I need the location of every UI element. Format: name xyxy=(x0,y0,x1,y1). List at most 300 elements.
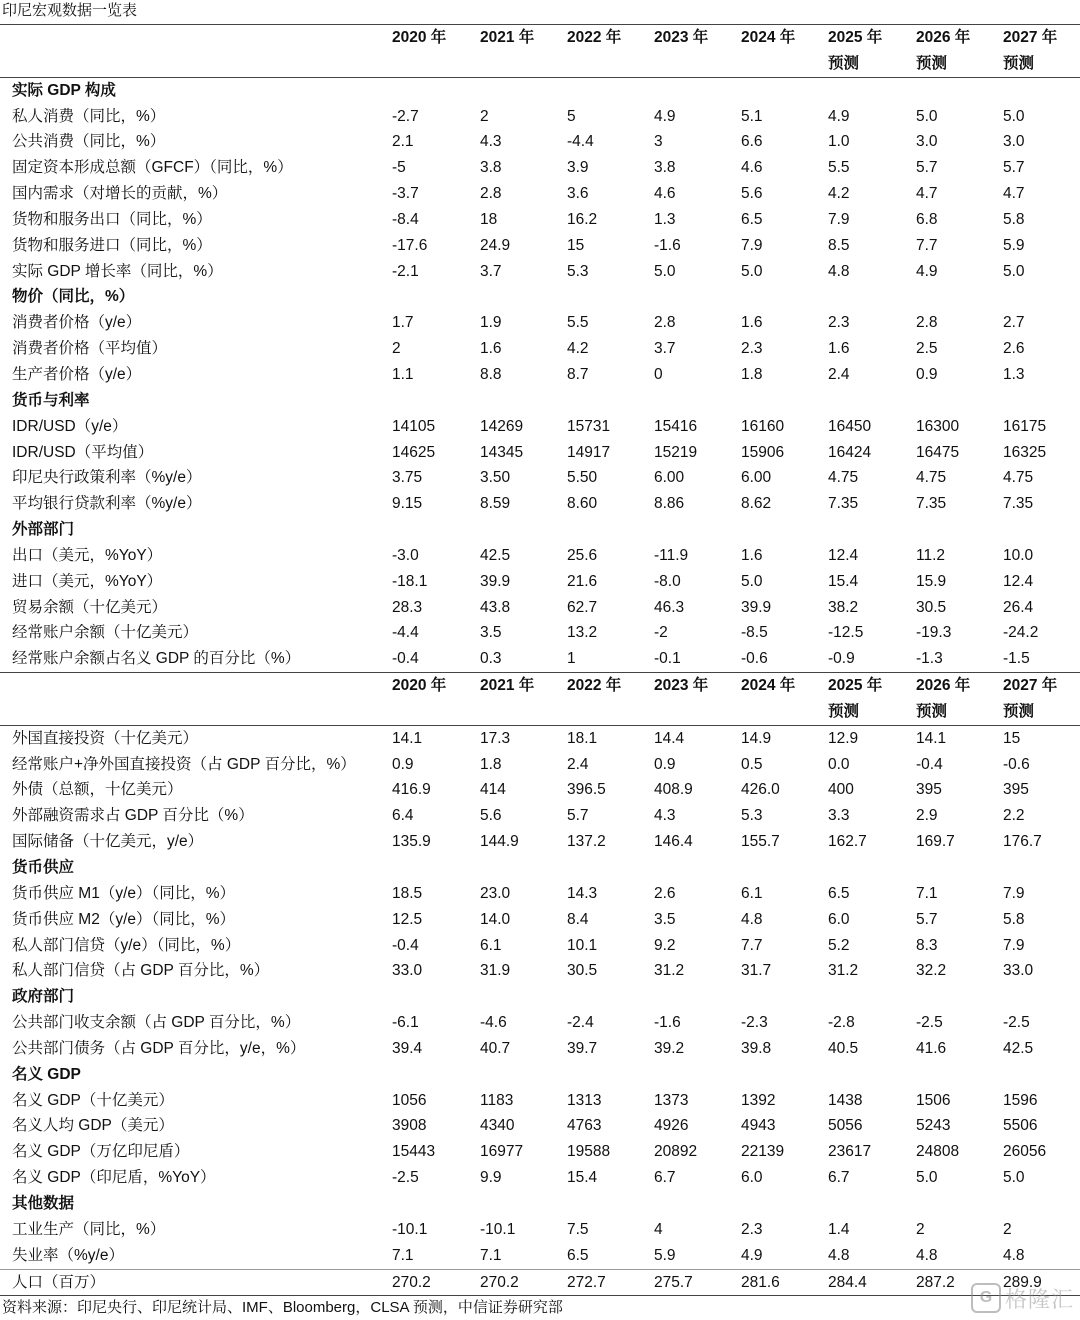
table-row xyxy=(0,440,1080,466)
value-cell: 12.5 xyxy=(392,910,423,928)
document-title: 印尼宏观数据一览表 xyxy=(2,2,138,19)
value-cell: 1.9 xyxy=(480,314,502,332)
value-cell: -10.1 xyxy=(480,1220,516,1238)
value-cell: 42.5 xyxy=(1003,1039,1034,1057)
value-cell: 4763 xyxy=(567,1117,602,1135)
value-cell: 4.9 xyxy=(916,262,938,280)
value-cell: 8.59 xyxy=(480,495,511,513)
value-cell: 23617 xyxy=(828,1143,872,1161)
value-cell: 6.1 xyxy=(741,884,763,902)
table-row xyxy=(0,726,1080,752)
value-cell: -19.3 xyxy=(916,624,952,642)
row-label: 经常账户+净外国直接投资（占 GDP 百分比，%） xyxy=(12,755,356,773)
row-label: 货币供应 M1（y/e）（同比，%） xyxy=(12,884,236,902)
value-cell: 4.8 xyxy=(828,1246,850,1264)
value-cell: 17.3 xyxy=(480,729,511,747)
value-cell: 5.7 xyxy=(1003,159,1025,177)
value-cell: -2.3 xyxy=(741,1014,768,1032)
value-cell: 3.3 xyxy=(828,807,850,825)
row-label: 生产者价格（y/e） xyxy=(12,365,142,383)
value-cell: 2.6 xyxy=(1003,340,1025,358)
row-label: 出口（美元，%YoY） xyxy=(12,546,163,564)
value-cell: 16325 xyxy=(1003,443,1047,461)
table-row xyxy=(0,1113,1080,1139)
value-cell: 1.0 xyxy=(828,133,850,151)
row-label: 消费者价格（y/e） xyxy=(12,314,142,332)
value-cell: 1373 xyxy=(654,1091,689,1109)
table-row xyxy=(0,1243,1080,1270)
section-row xyxy=(0,1191,1080,1217)
value-cell: 416.9 xyxy=(392,781,431,799)
value-cell: 21.6 xyxy=(567,572,598,590)
value-cell: 5 xyxy=(567,107,576,125)
value-cell: 1.6 xyxy=(828,340,850,358)
section-title: 物价（同比，%） xyxy=(12,288,135,306)
section-row xyxy=(0,388,1080,414)
value-cell: 39.4 xyxy=(392,1039,423,1057)
header-year: 2024 年 xyxy=(741,677,796,695)
value-cell: -3.0 xyxy=(392,546,419,564)
table-header-row xyxy=(0,25,1080,78)
value-cell: 14.4 xyxy=(654,729,685,747)
value-cell: 7.1 xyxy=(392,1246,414,1264)
value-cell: 5.5 xyxy=(567,314,589,332)
value-cell: 2.5 xyxy=(916,340,938,358)
value-cell: 1.1 xyxy=(392,365,414,383)
value-cell: 40.5 xyxy=(828,1039,859,1057)
value-cell: 4.7 xyxy=(1003,185,1025,203)
value-cell: 5.0 xyxy=(916,1169,938,1187)
header-forecast-label: 预测 xyxy=(828,702,860,720)
value-cell: 18.5 xyxy=(392,884,423,902)
header-year: 2023 年 xyxy=(654,29,709,46)
value-cell: 408.9 xyxy=(654,781,693,799)
value-cell: 41.6 xyxy=(916,1039,947,1057)
value-cell: -4.6 xyxy=(480,1014,507,1032)
section-title: 政府部门 xyxy=(12,988,75,1006)
header-forecast-label: 预测 xyxy=(916,54,948,72)
header-forecast-label: 预测 xyxy=(1003,702,1035,720)
table-row xyxy=(0,933,1080,959)
table-row xyxy=(0,336,1080,362)
row-label: 公共部门债务（占 GDP 百分比，y/e，%） xyxy=(12,1039,306,1057)
row-label: 私人部门信贷（y/e）（同比，%） xyxy=(12,936,241,954)
value-cell: 31.9 xyxy=(480,962,511,980)
header-year: 2021 年 xyxy=(480,677,535,695)
value-cell: -4.4 xyxy=(567,133,594,151)
value-cell: 5.6 xyxy=(480,807,502,825)
value-cell: 15.4 xyxy=(828,572,859,590)
value-cell: 287.2 xyxy=(916,1273,955,1291)
value-cell: 137.2 xyxy=(567,833,606,851)
value-cell: -10.1 xyxy=(392,1220,428,1238)
value-cell: 4.8 xyxy=(1003,1246,1025,1264)
value-cell: 1.6 xyxy=(741,314,763,332)
value-cell: 8.62 xyxy=(741,495,772,513)
value-cell: 8.3 xyxy=(916,936,938,954)
value-cell: 1.6 xyxy=(741,546,763,564)
row-label: 工业生产（同比，%） xyxy=(12,1220,166,1238)
value-cell: 2.8 xyxy=(654,314,676,332)
value-cell: 1.3 xyxy=(1003,365,1025,383)
value-cell: 6.7 xyxy=(654,1169,676,1187)
value-cell: 1.7 xyxy=(392,314,414,332)
section-row xyxy=(0,517,1080,543)
row-label: 贸易余额（十亿美元） xyxy=(12,598,168,616)
row-label: 名义人均 GDP（美元） xyxy=(12,1117,174,1135)
value-cell: 16.2 xyxy=(567,210,598,228)
value-cell: -2.4 xyxy=(567,1014,594,1032)
value-cell: 0 xyxy=(654,365,663,383)
value-cell: 2.3 xyxy=(741,1220,763,1238)
value-cell: 281.6 xyxy=(741,1273,780,1291)
value-cell: -2 xyxy=(654,624,668,642)
table-row xyxy=(0,155,1080,181)
header-year: 2022 年 xyxy=(567,677,622,695)
value-cell: 16450 xyxy=(828,417,872,435)
value-cell: 6.5 xyxy=(741,210,763,228)
header-year: 2023 年 xyxy=(654,677,709,695)
row-label: 失业率（%y/e） xyxy=(12,1246,124,1264)
value-cell: 5056 xyxy=(828,1117,863,1135)
value-cell: 4.6 xyxy=(654,185,676,203)
value-cell: 1183 xyxy=(480,1091,514,1109)
value-cell: 1.4 xyxy=(828,1220,850,1238)
header-forecast-label: 预测 xyxy=(916,702,948,720)
value-cell: -2.1 xyxy=(392,262,419,280)
value-cell: -0.4 xyxy=(392,936,419,954)
value-cell: 24808 xyxy=(916,1143,960,1161)
value-cell: -4.4 xyxy=(392,624,419,642)
value-cell: 5.2 xyxy=(828,936,850,954)
value-cell: 169.7 xyxy=(916,833,955,851)
value-cell: 396.5 xyxy=(567,781,606,799)
header-year: 2022 年 xyxy=(567,29,622,46)
value-cell: 7.9 xyxy=(741,236,763,254)
row-label: 公共消费（同比，%） xyxy=(12,133,166,151)
row-label: 经常账户余额占名义 GDP 的百分比（%） xyxy=(12,650,301,668)
value-cell: 5.9 xyxy=(1003,236,1025,254)
value-cell: 16175 xyxy=(1003,417,1047,435)
value-cell: 2.4 xyxy=(828,365,850,383)
value-cell: 16977 xyxy=(480,1143,524,1161)
value-cell: 7.1 xyxy=(480,1246,502,1264)
value-cell: 3.7 xyxy=(654,340,676,358)
section-title: 实际 GDP 构成 xyxy=(12,81,116,99)
value-cell: 31.2 xyxy=(654,962,685,980)
value-cell: 18.1 xyxy=(567,729,598,747)
value-cell: 15 xyxy=(567,236,585,254)
value-cell: 3.8 xyxy=(654,159,676,177)
value-cell: 40.7 xyxy=(480,1039,511,1057)
value-cell: 155.7 xyxy=(741,833,780,851)
value-cell: 15443 xyxy=(392,1143,436,1161)
value-cell: -2.5 xyxy=(916,1014,943,1032)
value-cell: 1392 xyxy=(741,1091,776,1109)
value-cell: 0.3 xyxy=(480,650,502,668)
value-cell: 15906 xyxy=(741,443,785,461)
row-label: 名义 GDP（万亿印尼盾） xyxy=(12,1143,190,1161)
value-cell: 7.1 xyxy=(916,884,938,902)
value-cell: 3.0 xyxy=(1003,133,1025,151)
value-cell: 14.1 xyxy=(916,729,947,747)
row-label: 人口（百万） xyxy=(12,1273,106,1291)
section-row xyxy=(0,855,1080,881)
row-label: 外部融资需求占 GDP 百分比（%） xyxy=(12,807,254,825)
row-label: 实际 GDP 增长率（同比，%） xyxy=(12,262,223,280)
section-row xyxy=(0,1062,1080,1088)
value-cell: 12.9 xyxy=(828,729,859,747)
value-cell: 15 xyxy=(1003,729,1021,747)
value-cell: 15731 xyxy=(567,417,611,435)
table-row xyxy=(0,491,1080,517)
value-cell: 4.9 xyxy=(828,107,850,125)
value-cell: 272.7 xyxy=(567,1273,606,1291)
macro-data-table xyxy=(0,25,1080,1296)
value-cell: 1313 xyxy=(567,1091,602,1109)
table-row xyxy=(0,777,1080,803)
value-cell: 270.2 xyxy=(392,1273,431,1291)
value-cell: 2 xyxy=(392,340,401,358)
value-cell: 6.1 xyxy=(480,936,502,954)
value-cell: 5.50 xyxy=(567,469,598,487)
value-cell: 5.0 xyxy=(1003,262,1025,280)
table-row xyxy=(0,129,1080,155)
value-cell: 5.8 xyxy=(1003,210,1025,228)
section-title: 其他数据 xyxy=(12,1194,75,1212)
value-cell: -2.7 xyxy=(392,107,419,125)
value-cell: 3.9 xyxy=(567,159,589,177)
table-row xyxy=(0,752,1080,778)
watermark-logo-icon: G xyxy=(971,1283,1001,1313)
value-cell: 26.4 xyxy=(1003,598,1034,616)
value-cell: 176.7 xyxy=(1003,833,1042,851)
value-cell: 3.7 xyxy=(480,262,502,280)
header-year: 2024 年 xyxy=(741,29,796,46)
header-year: 2026 年 xyxy=(916,677,971,695)
value-cell: 2 xyxy=(916,1220,925,1238)
value-cell: 2.4 xyxy=(567,755,589,773)
value-cell: 426.0 xyxy=(741,781,780,799)
header-forecast-label: 预测 xyxy=(828,54,860,72)
value-cell: 5.3 xyxy=(567,262,589,280)
value-cell: 2.3 xyxy=(828,314,850,332)
value-cell: -11.9 xyxy=(654,546,689,564)
value-cell: 5.0 xyxy=(1003,107,1025,125)
value-cell: 14.9 xyxy=(741,729,772,747)
value-cell: 2 xyxy=(480,107,489,125)
value-cell: 12.4 xyxy=(828,546,859,564)
value-cell: 7.7 xyxy=(916,236,938,254)
value-cell: 5.7 xyxy=(916,910,938,928)
value-cell: -0.9 xyxy=(828,650,855,668)
value-cell: 3.75 xyxy=(392,469,423,487)
value-cell: 3 xyxy=(654,133,663,151)
value-cell: 14.0 xyxy=(480,910,511,928)
table-row xyxy=(0,958,1080,984)
value-cell: 39.9 xyxy=(741,598,772,616)
value-cell: -2.8 xyxy=(828,1014,855,1032)
row-label: 公共部门收支余额（占 GDP 百分比，%） xyxy=(12,1014,301,1032)
value-cell: 414 xyxy=(480,781,506,799)
value-cell: 9.2 xyxy=(654,936,676,954)
value-cell: 6.4 xyxy=(392,807,414,825)
value-cell: 16475 xyxy=(916,443,960,461)
value-cell: 39.7 xyxy=(567,1039,598,1057)
value-cell: 18 xyxy=(480,210,498,228)
table-row xyxy=(0,1010,1080,1036)
value-cell: 2.8 xyxy=(916,314,938,332)
row-label: 私人消费（同比，%） xyxy=(12,107,166,125)
value-cell: -24.2 xyxy=(1003,624,1039,642)
value-cell: 2.7 xyxy=(1003,314,1025,332)
value-cell: 5.7 xyxy=(916,159,938,177)
value-cell: 12.4 xyxy=(1003,572,1034,590)
value-cell: 16160 xyxy=(741,417,785,435)
header-year: 2027 年 xyxy=(1003,677,1058,695)
value-cell: 0.5 xyxy=(741,755,763,773)
value-cell: 10.1 xyxy=(567,936,598,954)
value-cell: 4.2 xyxy=(567,340,589,358)
value-cell: 6.00 xyxy=(741,469,772,487)
value-cell: 5.0 xyxy=(1003,1169,1025,1187)
value-cell: 7.35 xyxy=(828,495,859,513)
table-row xyxy=(0,414,1080,440)
value-cell: 1 xyxy=(567,650,576,668)
value-cell: 4.6 xyxy=(741,159,763,177)
value-cell: -0.6 xyxy=(1003,755,1030,773)
value-cell: 39.8 xyxy=(741,1039,772,1057)
value-cell: 1.6 xyxy=(480,340,502,358)
value-cell: 1.8 xyxy=(741,365,763,383)
table-row xyxy=(0,1165,1080,1191)
source-note: 资料来源：印尼央行、印尼统计局、IMF、Bloomberg，CLSA 预测，中信证券研究部 xyxy=(2,1299,563,1316)
value-cell: 146.4 xyxy=(654,833,693,851)
value-cell: 24.9 xyxy=(480,236,511,254)
table-header-row xyxy=(0,673,1080,726)
value-cell: 6.0 xyxy=(828,910,850,928)
watermark xyxy=(971,1278,1074,1318)
value-cell: 28.3 xyxy=(392,598,423,616)
row-label: 平均银行贷款利率（%y/e） xyxy=(12,495,202,513)
value-cell: 0.9 xyxy=(916,365,938,383)
value-cell: 5243 xyxy=(916,1117,951,1135)
table-row xyxy=(0,233,1080,259)
table-row xyxy=(0,543,1080,569)
table-row xyxy=(0,620,1080,646)
table-row xyxy=(0,907,1080,933)
value-cell: 5.1 xyxy=(741,107,763,125)
value-cell: 30.5 xyxy=(916,598,947,616)
value-cell: 0.0 xyxy=(828,755,850,773)
value-cell: 6.0 xyxy=(741,1169,763,1187)
value-cell: 6.5 xyxy=(567,1246,589,1264)
value-cell: 20892 xyxy=(654,1143,698,1161)
table-row xyxy=(0,259,1080,285)
table-row xyxy=(0,569,1080,595)
row-label: 印尼央行政策利率（%y/e） xyxy=(12,469,202,487)
value-cell: 400 xyxy=(828,781,854,799)
section-title: 外部部门 xyxy=(12,521,75,539)
value-cell: 7.9 xyxy=(1003,884,1025,902)
table-row xyxy=(0,803,1080,829)
table-row xyxy=(0,181,1080,207)
value-cell: 395 xyxy=(916,781,942,799)
value-cell: 11.2 xyxy=(916,546,946,564)
value-cell: 2.6 xyxy=(654,884,676,902)
value-cell: 2.1 xyxy=(392,133,414,151)
value-cell: 4.3 xyxy=(480,133,502,151)
value-cell: 19588 xyxy=(567,1143,611,1161)
value-cell: -12.5 xyxy=(828,624,864,642)
row-label: 货物和服务出口（同比，%） xyxy=(12,210,212,228)
value-cell: -1.5 xyxy=(1003,650,1030,668)
value-cell: 5.5 xyxy=(828,159,850,177)
value-cell: 5.9 xyxy=(654,1246,676,1264)
value-cell: 7.9 xyxy=(828,210,850,228)
value-cell: 8.8 xyxy=(480,365,502,383)
value-cell: -8.0 xyxy=(654,572,681,590)
value-cell: 4340 xyxy=(480,1117,515,1135)
value-cell: -0.1 xyxy=(654,650,681,668)
value-cell: -1.6 xyxy=(654,1014,681,1032)
value-cell: 6.00 xyxy=(654,469,685,487)
value-cell: 14105 xyxy=(392,417,436,435)
table-row xyxy=(0,646,1080,673)
value-cell: 1.3 xyxy=(654,210,676,228)
value-cell: 3.50 xyxy=(480,469,511,487)
value-cell: 1438 xyxy=(828,1091,863,1109)
value-cell: -0.4 xyxy=(392,650,419,668)
value-cell: 22139 xyxy=(741,1143,785,1161)
value-cell: 39.2 xyxy=(654,1039,685,1057)
value-cell: 135.9 xyxy=(392,833,431,851)
table-row xyxy=(0,1217,1080,1243)
value-cell: 275.7 xyxy=(654,1273,693,1291)
value-cell: 8.86 xyxy=(654,495,685,513)
section-title: 货币供应 xyxy=(12,859,75,876)
row-label: 消费者价格（平均值） xyxy=(12,340,168,358)
value-cell: 2.2 xyxy=(1003,807,1025,825)
table-row xyxy=(0,829,1080,855)
header-year: 2020 年 xyxy=(392,677,447,695)
header-year: 2025 年 xyxy=(828,677,883,695)
value-cell: 4.7 xyxy=(916,185,938,203)
row-label: 国内需求（对增长的贡献，%） xyxy=(12,185,228,203)
row-label: 进口（美元，%YoY） xyxy=(12,572,163,590)
value-cell: 15.4 xyxy=(567,1169,598,1187)
value-cell: 1596 xyxy=(1003,1091,1038,1109)
value-cell: 4.3 xyxy=(654,807,676,825)
value-cell: 4926 xyxy=(654,1117,689,1135)
value-cell: 23.0 xyxy=(480,884,511,902)
value-cell: 2.8 xyxy=(480,185,502,203)
row-label: 货币供应 M2（y/e）（同比，%） xyxy=(12,910,236,928)
value-cell: 7.35 xyxy=(1003,495,1034,513)
watermark-text: 格隆汇 xyxy=(1004,1286,1074,1312)
value-cell: 6.5 xyxy=(828,884,850,902)
value-cell: 32.2 xyxy=(916,962,947,980)
value-cell: -8.4 xyxy=(392,210,419,228)
value-cell: 395 xyxy=(1003,781,1029,799)
section-title: 货币与利率 xyxy=(12,391,90,409)
value-cell: 10.0 xyxy=(1003,546,1034,564)
value-cell: 8.7 xyxy=(567,365,589,383)
value-cell: 3908 xyxy=(392,1117,427,1135)
section-row xyxy=(0,78,1080,104)
value-cell: -0.4 xyxy=(916,755,943,773)
value-cell: 5506 xyxy=(1003,1117,1038,1135)
